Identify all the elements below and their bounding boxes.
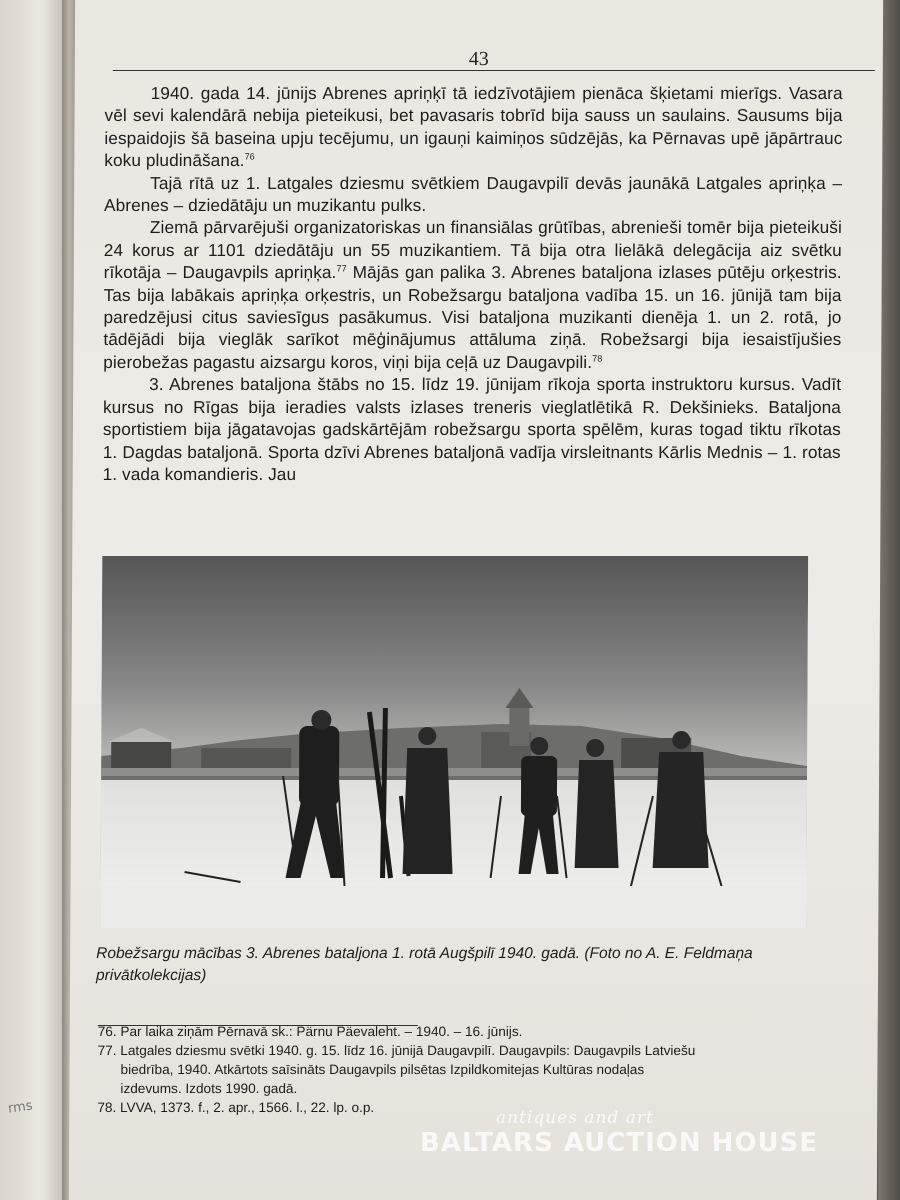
footnote-77-cont-1: biedrība, 1940. Atkārtots saīsināts Daugavpils pilsētas Izpildkomitejas Kultūras nodaļas <box>120 1062 645 1077</box>
paragraph-2: Tajā rītā uz 1. Latgales dziesmu svētkiem Daugavpilī devās jaunākā Latgales apriņķa – Abrenes – dziedātāju un muzikantu pulks. <box>104 172 843 216</box>
footnote-77: 77. Latgales dziesmu svētki 1940. g. 15. līdz 16. jūnijā Daugavpilī. Daugavpils: Daugavpils Latviešu <box>97 1043 696 1058</box>
facing-page-text-fragment: rms <box>7 1098 34 1117</box>
footnotes <box>97 1022 827 1117</box>
header-rule <box>113 70 875 71</box>
house-left <box>111 740 171 770</box>
officer-in-coat <box>403 727 454 874</box>
facing-page <box>0 0 70 1200</box>
footnote-76: 76. Par laika ziņām Pērnavā sk.: Pärnu Päevaleht. – 1940. – 16. jūnijs. <box>97 1024 523 1039</box>
page-number: 43 <box>468 48 489 70</box>
footnote-77-cont-2: izdevums. Izdots 1990. gadā. <box>120 1081 298 1096</box>
paragraph-1: 1940. gada 14. jūnijs Abrenes apriņķī tā iedzīvotājiem pienāca šķietami mierīgs. Vasara vēl sevi kalendārā nebija pieteikusi, bet pavasaris tobrīd bija sauss un saulains. Sausums bija iespaidojis šā baseina upju tecējumu, un igauņi kaimiņos sūdzējās, ka Pērnavas upē jāpārtrauc koku pludināšana.$^{76}$ <box>104 83 843 171</box>
paragraph-4: 3. Abrenes bataljona štābs no 15. līdz 19. jūnijam rīkoja sporta instruktoru kursus. Vadīt kursus no Rīgas bija ieradies valsts izlases treneris vieglatlētikā R. Dekšinieks. Bataljona sportistiem bija jāgatavojas gadskārtējām robežsargu sporta spēlēm, kuras togad tiktu rīkotas 1. Dagdas bataljonā. Sporta dzīvi Abrenes bataljonā vadīja virsleitnants Kārlis Mednis – 1. rotas 1. vada komandieris. Jau <box>102 374 842 484</box>
historical-photo <box>100 556 808 928</box>
footnote-ref-78: 78 <box>592 353 603 364</box>
photo-illustration <box>100 556 808 928</box>
footnote-ref-77: 77 <box>336 263 347 274</box>
book-page <box>69 0 883 1200</box>
watermark-brand: BALTARS AUCTION HOUSE <box>420 1128 819 1158</box>
footnote-78: 78. LVVA, 1373. f., 2. apr., 1566. l., 22. lp. o.p. <box>97 1100 375 1115</box>
photo-caption: Robežsargu mācības 3. Abrenes bataljona 1. rotā Augšpilī 1940. gadā. (Foto no A. E. Feldmaņa privātkolekcijas) <box>95 945 753 984</box>
watermark-tagline: antiques and art <box>496 1108 654 1128</box>
body-text <box>103 82 843 485</box>
church-tower <box>509 706 529 746</box>
footnote-ref-76: 76 <box>244 151 255 162</box>
paragraph-3: Ziemā pārvarējuši organizatoriskas un finansiālas grūtības, abrenieši tomēr bija pieteikuši 24 korus ar 1101 dziedātāju un 55 muzikantiem. Tā bija otra lielākā delegācija aiz svētku rīkotāja – Daugavpils apriņķa.$^{77}$ Mājās gan palika 3. Abrenes bataljona izlases pūtēju orķestris. Tas bija labākais apriņķa orķestris, un Robežsargu bataljona vadība 15. un 16. jūnijā tam bija paredzējusi citus saviesīgus pasākumus. Visi bataljona muzikanti dienēja 1. un 2. rotā, jo tādējādi bija vieglāk sarīkot mēģinājumus attāluma ziņā. Robežsargi bija iesaistījušies pierobežas pagastu aizsargu koros, viņi bija ceļā uz Daugavpili.$^{78}$ <box>103 217 843 372</box>
auction-watermark <box>420 1108 820 1168</box>
